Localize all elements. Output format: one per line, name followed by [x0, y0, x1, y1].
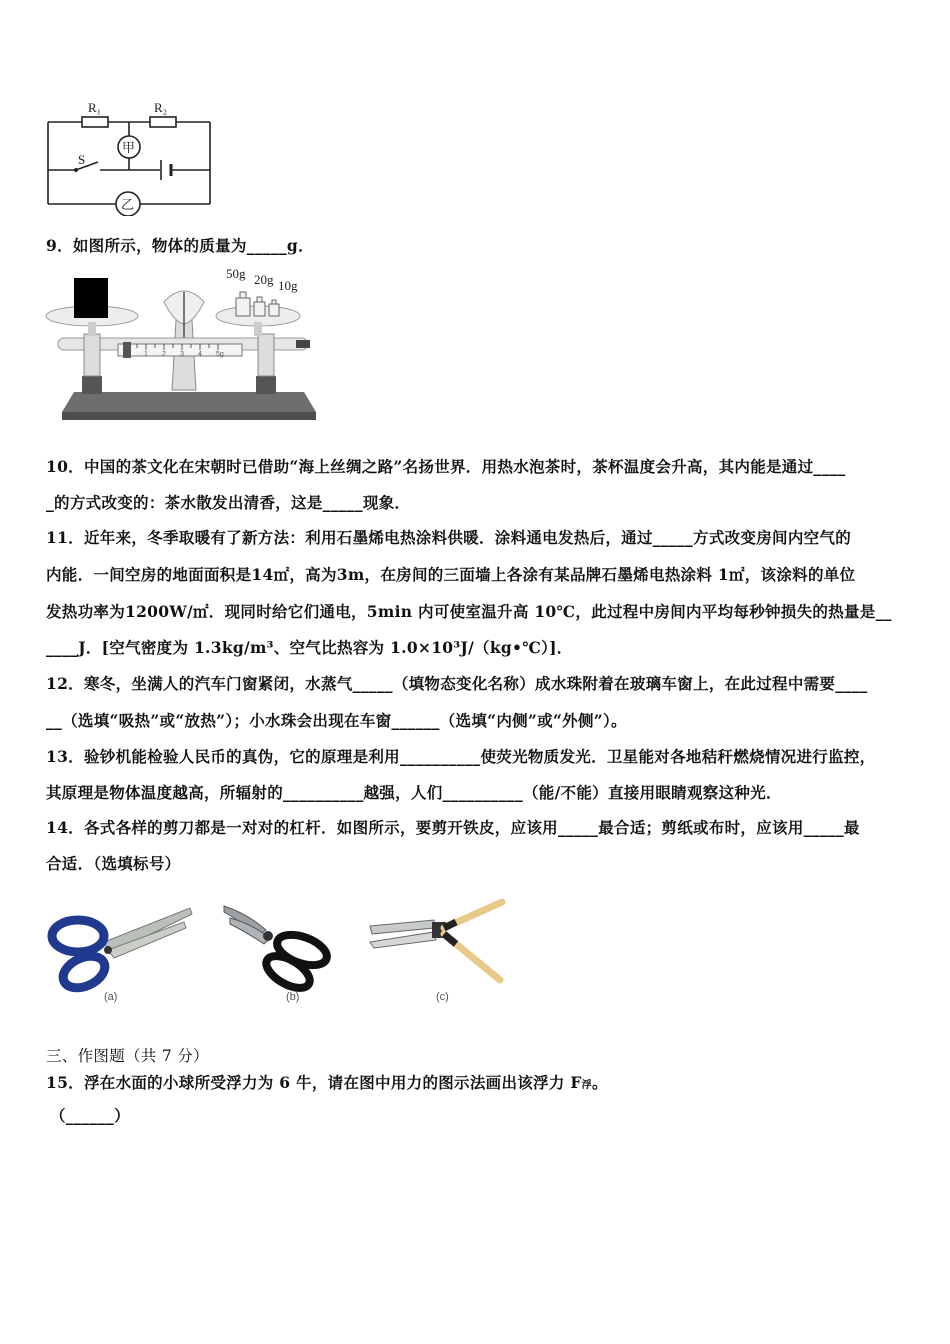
- label-switch: S: [78, 152, 86, 167]
- balance-scale-figure: [44, 262, 334, 428]
- battery-icon: [161, 160, 171, 180]
- tick-2: 2: [162, 351, 166, 358]
- caption-c: (c): [436, 991, 449, 1003]
- question-15: [46, 1071, 608, 1093]
- question-11-line-4: ____J．[空气密度为 1.3kg/m³、空气比热容为 1.0×10³J/（kg•℃）]．: [46, 638, 573, 657]
- question-14-line-1: 14．各式各样的剪刀都是一对对的杠杆．如图所示，要剪开铁皮，应该用_____最合适；剪纸或布时，应该用_____最: [46, 818, 860, 837]
- question-13-line-1: 13．验钞机能检验人民币的真伪，它的原理是利用__________使荧光物质发光．卫星能对各地秸秆燃烧情况进行监控，: [46, 747, 876, 766]
- question-12-line-2: __（选填“吸热”或“放热”）；小水珠会出现在车窗______（选填“内侧”或“外侧”）。: [46, 711, 627, 730]
- tick-5g: 5g: [216, 351, 224, 358]
- resistor-r1: [82, 117, 108, 127]
- label-20g: 20g: [254, 272, 274, 287]
- weight-10g: [269, 304, 279, 316]
- question-13-line-2: 其原理是物体温度越高，所辐射的__________越强，人们__________（能/不能）直接用眼睛观察这种光．: [46, 783, 782, 802]
- label-r1: R₁: [88, 100, 102, 115]
- label-r2: R₂: [154, 100, 168, 115]
- section-3-title: 三、作图题（共 7 分）: [46, 1047, 209, 1065]
- tick-3: 3: [180, 351, 184, 358]
- label-meter-yi: 乙: [121, 197, 135, 212]
- question-11-line-1: 11．近年来，冬季取暖有了新方法：利用石墨烯电热涂料供暖．涂料通电发热后，通过_____方式改变房间内空气的: [46, 528, 852, 547]
- caption-a: (a): [104, 991, 118, 1003]
- question-10-line-1: 10．中国的茶文化在宋朝时已借助“海上丝绸之路”名扬世界．用热水泡茶时，茶杯温度会升高，其内能是通过____: [46, 457, 846, 476]
- weight-50g: [236, 298, 250, 316]
- circuit-diagram: [40, 96, 220, 216]
- question-15-answer-blank: （______）: [50, 1106, 130, 1125]
- tick-0: 0: [126, 351, 130, 358]
- scissors-b-icon: [224, 906, 331, 994]
- question-14-line-2: 合适．（选填标号）: [46, 854, 181, 873]
- scissors-c-icon: [370, 902, 502, 980]
- resistor-r2: [150, 117, 176, 127]
- question-9: 9．如图所示，物体的质量为_____g．: [46, 236, 314, 255]
- question-11-line-3: 发热功率为1200W/㎡．现同时给它们通电，5min 内可使室温升高 10℃，此过程中房间内平均每秒钟损失的热量是__: [46, 602, 892, 621]
- label-meter-jia: 甲: [122, 140, 136, 155]
- label-50g: 50g: [226, 266, 246, 281]
- scissors-a-icon: [52, 908, 192, 994]
- question-15-end: 。: [591, 1073, 608, 1092]
- question-11-line-2: 内能．一间空房的地面面积是14㎡，高为3m，在房间的三面墙上各涂有某品牌石墨烯电热涂料 1㎡，该涂料的单位: [46, 565, 856, 584]
- caption-b: (b): [286, 991, 300, 1003]
- weight-20g: [254, 302, 265, 316]
- label-10g: 10g: [278, 278, 298, 293]
- question-15-text: 15．浮在水面的小球所受浮力为 6 牛，请在图中用力的图示法画出该浮力 F: [46, 1073, 582, 1092]
- question-15-subscript: 浮: [581, 1080, 592, 1091]
- scissors-figure: [44, 892, 510, 1016]
- question-12-line-1: 12．寒冬，坐满人的汽车门窗紧闭，水蒸气_____（填物态变化名称）成水珠附着在玻璃车窗上，在此过程中需要____: [46, 674, 868, 693]
- question-10-line-2: _的方式改变的：茶水散发出清香，这是_____现象．: [46, 493, 411, 512]
- tick-4: 4: [198, 351, 202, 358]
- tick-1: 1: [144, 351, 148, 358]
- object-block: [74, 278, 108, 318]
